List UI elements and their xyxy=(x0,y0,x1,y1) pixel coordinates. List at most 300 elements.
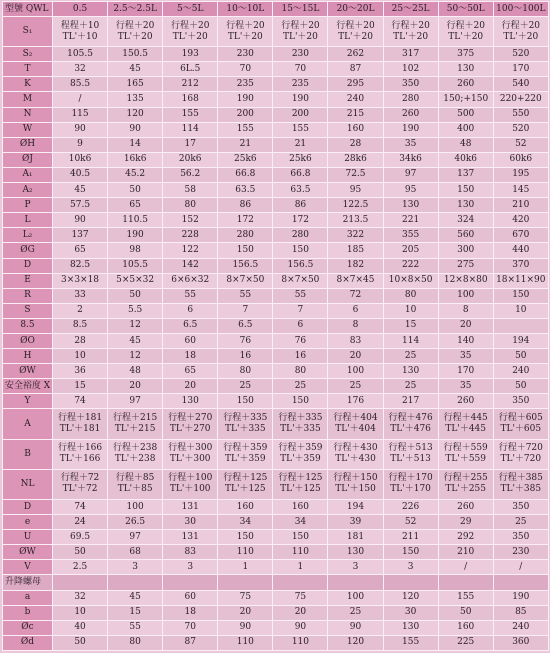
table-row xyxy=(3,560,549,575)
table-cell xyxy=(218,17,273,47)
table-cell: 1 xyxy=(218,560,273,575)
table-cell: 420 xyxy=(493,213,548,228)
table-cell: 74 xyxy=(53,394,108,409)
table-cell: 3 xyxy=(383,560,438,575)
row-label: E xyxy=(3,273,53,288)
table-cell: 215 xyxy=(328,107,383,122)
table-cell: 520 xyxy=(493,122,548,137)
row-label: D xyxy=(3,500,53,515)
table-row xyxy=(3,439,549,469)
cell-line: TL'＋20 xyxy=(282,31,318,42)
row-label: NL xyxy=(3,469,53,499)
table-row xyxy=(3,379,549,394)
table-row xyxy=(3,394,549,409)
table-cell: 230 xyxy=(218,47,273,62)
cell-line: 行程＋430 xyxy=(333,443,378,454)
cell-line: 行程＋72 xyxy=(60,473,100,484)
table-cell: 440 xyxy=(493,243,548,258)
cell-line: 行程＋20 xyxy=(501,20,541,31)
table-cell: 375 xyxy=(438,47,493,62)
table-row xyxy=(3,530,549,545)
table-cell: 155 xyxy=(273,122,328,137)
table-cell xyxy=(108,469,163,499)
table-cell: 20 xyxy=(328,349,383,364)
table-cell: 230 xyxy=(493,545,548,560)
table-cell: 57.5 xyxy=(53,198,108,213)
table-cell: 28k6 xyxy=(328,152,383,167)
table-cell: 1 xyxy=(273,560,328,575)
table-cell xyxy=(383,409,438,439)
table-cell: 137 xyxy=(438,167,493,182)
table-row xyxy=(3,288,549,303)
table-cell: 52 xyxy=(493,137,548,152)
row-label: ØO xyxy=(3,333,53,348)
row-label: S₁ xyxy=(3,17,53,47)
table-cell: 221 xyxy=(383,213,438,228)
table-cell: 18×11×90 xyxy=(493,273,548,288)
table-row xyxy=(3,635,549,650)
table-cell: 3 xyxy=(328,560,383,575)
table-cell: 150.5 xyxy=(108,47,163,62)
table-cell: 6.5 xyxy=(218,318,273,333)
cell-line: 行程＋20 xyxy=(115,20,155,31)
cell-line: 行程＋150 xyxy=(333,473,378,484)
row-label: D xyxy=(3,258,53,273)
table-cell: 102 xyxy=(383,62,438,77)
cell-line: 行程＋20 xyxy=(281,20,320,31)
table-cell xyxy=(493,469,548,499)
table-cell: 160 xyxy=(218,500,273,515)
table-cell: 120 xyxy=(383,590,438,605)
table-cell: 70 xyxy=(218,62,273,77)
table-cell: 6 xyxy=(163,303,218,318)
table-cell: 100 xyxy=(108,500,163,515)
cell-line: 行程＋125 xyxy=(278,473,323,484)
table-header-row xyxy=(3,2,549,17)
table-cell: 25 xyxy=(273,379,328,394)
table-cell: 87 xyxy=(163,635,218,650)
row-label: a xyxy=(3,590,53,605)
table-cell: 150 xyxy=(273,530,328,545)
cell-line: 行程＋720 xyxy=(498,443,543,454)
table-cell: 86 xyxy=(218,198,273,213)
table-cell: 10 xyxy=(383,303,438,318)
table-row xyxy=(3,273,549,288)
table-cell xyxy=(218,469,273,499)
cell-line: TL'＋20 xyxy=(448,31,484,42)
table-cell: 60 xyxy=(163,590,218,605)
table-cell: 6×6×32 xyxy=(163,273,218,288)
table-cell: 155 xyxy=(163,107,218,122)
table-cell: 90 xyxy=(218,620,273,635)
dimension-table xyxy=(2,1,549,651)
table-cell: 68 xyxy=(108,545,163,560)
row-label: 8.5 xyxy=(3,318,53,333)
table-cell: 370 xyxy=(493,258,548,273)
table-cell: 170 xyxy=(438,364,493,379)
column-header: 100～100L xyxy=(493,2,548,17)
table-cell xyxy=(493,17,548,47)
cell-line: 行程＋300 xyxy=(168,443,213,454)
cell-line: TL'＋125 xyxy=(225,484,266,495)
table-cell: 211 xyxy=(383,530,438,545)
table-cell xyxy=(493,575,548,590)
table-cell: 350 xyxy=(493,530,548,545)
column-header: 25～25L xyxy=(383,2,438,17)
table-cell: 670 xyxy=(493,228,548,243)
table-cell: 155 xyxy=(218,122,273,137)
row-label: b xyxy=(3,605,53,620)
table-cell xyxy=(273,575,328,590)
table-cell: 324 xyxy=(438,213,493,228)
table-cell: 30 xyxy=(163,515,218,530)
table-cell: 10×8×50 xyxy=(383,273,438,288)
table-cell: 83 xyxy=(163,545,218,560)
table-cell: 17 xyxy=(163,137,218,152)
table-cell: 76 xyxy=(273,333,328,348)
table-cell: 10 xyxy=(493,303,548,318)
table-cell: 142 xyxy=(163,258,218,273)
table-cell: 210 xyxy=(493,198,548,213)
table-cell: 165 xyxy=(108,77,163,92)
table-cell: 110 xyxy=(218,635,273,650)
table-cell: 25 xyxy=(493,515,548,530)
table-row xyxy=(3,137,549,152)
table-cell xyxy=(328,17,383,47)
table-cell: 130 xyxy=(328,545,383,560)
table-row xyxy=(3,107,549,122)
table-cell: 193 xyxy=(163,47,218,62)
table-cell: 220+220 xyxy=(493,92,548,107)
row-label: 安全裕度 X xyxy=(3,379,53,394)
table-cell xyxy=(438,439,493,469)
table-cell: 122.5 xyxy=(328,198,383,213)
table-cell: 52 xyxy=(383,515,438,530)
table-cell: 240 xyxy=(493,364,548,379)
row-label: V xyxy=(3,560,53,575)
table-cell: 2.5 xyxy=(53,560,108,575)
table-cell: 8.5 xyxy=(53,318,108,333)
cell-line: 行程＋335 xyxy=(223,413,268,424)
cell-line: TL'＋215 xyxy=(114,424,156,435)
row-label: 升降螺母 xyxy=(3,575,53,590)
table-cell: 105.5 xyxy=(108,258,163,273)
table-cell: 105.5 xyxy=(53,47,108,62)
table-cell xyxy=(53,409,108,439)
cell-line: TL'＋20 xyxy=(227,31,263,42)
column-header: 2.5～2.5L xyxy=(108,2,163,17)
table-cell: 114 xyxy=(163,122,218,137)
table-cell: 25 xyxy=(383,379,438,394)
row-label: Ød xyxy=(3,635,53,650)
table-cell: 29 xyxy=(438,515,493,530)
table-cell: 12 xyxy=(108,318,163,333)
table-cell: 45 xyxy=(53,183,108,198)
table-cell: 130 xyxy=(383,198,438,213)
table-cell: 130 xyxy=(383,620,438,635)
table-cell: 115 xyxy=(53,107,108,122)
table-cell: 176 xyxy=(328,394,383,409)
table-cell: 48 xyxy=(438,137,493,152)
cell-line: TL'＋359 xyxy=(280,454,321,465)
table-cell xyxy=(108,439,163,469)
table-cell: 150;+150 xyxy=(438,92,493,107)
table-cell: / xyxy=(438,560,493,575)
table-cell: 6L.5 xyxy=(163,62,218,77)
table-cell: 155 xyxy=(383,635,438,650)
table-cell: 12 xyxy=(108,349,163,364)
table-cell: 360 xyxy=(493,635,548,650)
table-cell: 25k6 xyxy=(218,152,273,167)
table-cell: 20k6 xyxy=(163,152,218,167)
table-cell: 36 xyxy=(53,364,108,379)
table-cell: 50 xyxy=(493,379,548,394)
table-cell: 2 xyxy=(53,303,108,318)
cell-line: 行程＋215 xyxy=(113,413,158,424)
table-cell: 5×5×32 xyxy=(108,273,163,288)
table-cell: 10 xyxy=(53,605,108,620)
cell-line: 行程＋605 xyxy=(498,413,543,424)
table-cell xyxy=(383,575,438,590)
cell-line: TL'＋10 xyxy=(62,31,98,42)
cell-line: 行程＋166 xyxy=(57,443,103,454)
table-row xyxy=(3,77,549,92)
model-header: 型號 QWL xyxy=(3,2,53,17)
cell-line: 行程＋445 xyxy=(443,413,488,424)
table-cell: 97 xyxy=(383,167,438,182)
table-cell: 83 xyxy=(328,333,383,348)
table-cell: 170 xyxy=(493,62,548,77)
table-cell xyxy=(328,439,383,469)
table-cell: 182 xyxy=(328,258,383,273)
cell-line: TL'＋605 xyxy=(500,424,542,435)
row-label: ØW xyxy=(3,364,53,379)
table-cell: 87 xyxy=(328,62,383,77)
table-cell: 28 xyxy=(53,333,108,348)
table-cell: 150 xyxy=(493,288,548,303)
cell-line: 行程＋20 xyxy=(446,20,485,31)
cell-line: TL'＋150 xyxy=(335,484,376,495)
table-cell: 25k6 xyxy=(273,152,328,167)
table-cell: 8×7×50 xyxy=(273,273,328,288)
table-cell xyxy=(53,575,108,590)
table-cell: 235 xyxy=(218,77,273,92)
table-cell: 50 xyxy=(53,545,108,560)
table-cell: 190 xyxy=(493,590,548,605)
table-cell xyxy=(493,439,548,469)
row-label: e xyxy=(3,515,53,530)
table-cell: 150 xyxy=(273,394,328,409)
table-cell: 114 xyxy=(383,333,438,348)
table-cell xyxy=(108,575,163,590)
table-cell: 550 xyxy=(493,107,548,122)
table-cell: 40 xyxy=(53,620,108,635)
table-cell: 190 xyxy=(383,122,438,137)
table-cell: 300 xyxy=(438,243,493,258)
table-cell xyxy=(438,409,493,439)
table-cell: 122 xyxy=(163,243,218,258)
table-cell: 260 xyxy=(383,107,438,122)
table-cell: 130 xyxy=(438,198,493,213)
row-label: P xyxy=(3,198,53,213)
table-cell: 21 xyxy=(218,137,273,152)
row-label: H xyxy=(3,349,53,364)
table-cell: 190 xyxy=(218,92,273,107)
table-row xyxy=(3,515,549,530)
table-cell: 160 xyxy=(438,620,493,635)
table-cell: 280 xyxy=(218,228,273,243)
table-cell: 168 xyxy=(163,92,218,107)
row-label: ØG xyxy=(3,243,53,258)
cell-line: TL'＋72 xyxy=(62,484,98,495)
table-row xyxy=(3,303,549,318)
table-cell: 120 xyxy=(108,107,163,122)
table-cell: 32 xyxy=(53,62,108,77)
table-row xyxy=(3,213,549,228)
cell-line: TL'＋100 xyxy=(169,484,211,495)
table-row xyxy=(3,318,549,333)
table-cell: 295 xyxy=(328,77,383,92)
cell-line: TL'＋20 xyxy=(338,31,373,42)
table-cell: 56.2 xyxy=(163,167,218,182)
cell-line: TL'＋85 xyxy=(117,484,153,495)
table-cell: 34k6 xyxy=(383,152,438,167)
table-cell: 55 xyxy=(163,288,218,303)
table-cell: 90 xyxy=(53,122,108,137)
table-cell: 7 xyxy=(218,303,273,318)
cell-line: 行程＋125 xyxy=(223,473,268,484)
table-cell: 160 xyxy=(273,500,328,515)
table-cell: 16k6 xyxy=(108,152,163,167)
table-cell: 110.5 xyxy=(108,213,163,228)
table-cell xyxy=(163,17,218,47)
table-cell: 80 xyxy=(163,198,218,213)
table-row xyxy=(3,92,549,107)
cell-line: 行程＋359 xyxy=(278,443,323,454)
row-label: A xyxy=(3,409,53,439)
table-cell: 160 xyxy=(328,122,383,137)
table-cell: 70 xyxy=(273,62,328,77)
table-cell: 58 xyxy=(163,183,218,198)
table-cell: 181 xyxy=(328,530,383,545)
cell-line: 行程＋559 xyxy=(443,443,488,454)
row-label: T xyxy=(3,62,53,77)
table-row xyxy=(3,17,549,47)
cell-line: TL'＋125 xyxy=(280,484,321,495)
cell-line: TL'＋559 xyxy=(445,454,487,465)
table-cell: 150 xyxy=(218,243,273,258)
table-cell: 100 xyxy=(438,288,493,303)
table-cell: 210 xyxy=(438,545,493,560)
table-row xyxy=(3,333,549,348)
table-cell: 226 xyxy=(383,500,438,515)
table-cell: 540 xyxy=(493,77,548,92)
table-row xyxy=(3,258,549,273)
cell-line: TL'＋476 xyxy=(390,424,431,435)
table-cell: 6.5 xyxy=(163,318,218,333)
cell-line: 行程＋20 xyxy=(336,20,375,31)
table-cell: 85.5 xyxy=(53,77,108,92)
table-cell xyxy=(493,409,548,439)
table-cell: 25 xyxy=(383,349,438,364)
table-cell: 18 xyxy=(163,349,218,364)
table-cell: 90 xyxy=(53,213,108,228)
table-cell xyxy=(218,575,273,590)
row-label: K xyxy=(3,77,53,92)
row-label: L xyxy=(3,213,53,228)
table-cell: 65 xyxy=(53,243,108,258)
column-header: 20～20L xyxy=(328,2,383,17)
table-cell: 235 xyxy=(273,77,328,92)
cell-line: TL'＋270 xyxy=(169,424,211,435)
table-cell: 90 xyxy=(328,620,383,635)
table-cell: 213.5 xyxy=(328,213,383,228)
table-cell: 8×7×50 xyxy=(218,273,273,288)
table-cell: 3 xyxy=(163,560,218,575)
cell-line: TL'＋20 xyxy=(117,31,153,42)
table-cell: 240 xyxy=(493,620,548,635)
table-cell: 140 xyxy=(438,333,493,348)
row-label: S xyxy=(3,303,53,318)
table-cell: 50 xyxy=(108,183,163,198)
table-cell: 33 xyxy=(53,288,108,303)
table-cell: 34 xyxy=(218,515,273,530)
table-cell: 72.5 xyxy=(328,167,383,182)
table-cell: 35 xyxy=(438,349,493,364)
table-cell: 40k6 xyxy=(438,152,493,167)
cell-line: 行程＋404 xyxy=(333,413,378,424)
table-cell: 200 xyxy=(273,107,328,122)
table-row xyxy=(3,500,549,515)
table-cell: 25 xyxy=(328,379,383,394)
table-cell: 63.5 xyxy=(273,183,328,198)
table-cell: 260 xyxy=(438,77,493,92)
table-cell: 217 xyxy=(383,394,438,409)
table-cell: 63.5 xyxy=(218,183,273,198)
cell-line: TL'＋359 xyxy=(225,454,266,465)
table-cell: / xyxy=(53,92,108,107)
table-cell: 260 xyxy=(438,500,493,515)
row-label: A₂ xyxy=(3,183,53,198)
table-cell: 30 xyxy=(383,605,438,620)
cell-line: 行程＋255 xyxy=(443,473,488,484)
table-cell: 25 xyxy=(218,379,273,394)
table-cell: 317 xyxy=(383,47,438,62)
table-cell: 350 xyxy=(383,77,438,92)
table-cell: 20 xyxy=(273,605,328,620)
table-cell xyxy=(53,17,108,47)
table-cell: 28 xyxy=(328,137,383,152)
table-cell: 39 xyxy=(328,515,383,530)
table-row xyxy=(3,620,549,635)
table-cell: 45 xyxy=(108,333,163,348)
table-cell: 15 xyxy=(383,318,438,333)
table-cell: 85 xyxy=(493,605,548,620)
table-row xyxy=(3,349,549,364)
table-cell: 50 xyxy=(438,605,493,620)
row-label: M xyxy=(3,92,53,107)
column-header: 50～50L xyxy=(438,2,493,17)
table-cell: 120 xyxy=(328,635,383,650)
row-label: ØW xyxy=(3,545,53,560)
table-cell: 55 xyxy=(218,288,273,303)
table-cell: 5.5 xyxy=(108,303,163,318)
table-cell xyxy=(328,575,383,590)
table-cell: 194 xyxy=(328,500,383,515)
table-cell: 350 xyxy=(493,394,548,409)
cell-line: TL'＋385 xyxy=(500,484,542,495)
cell-line: 行程＋238 xyxy=(113,443,158,454)
